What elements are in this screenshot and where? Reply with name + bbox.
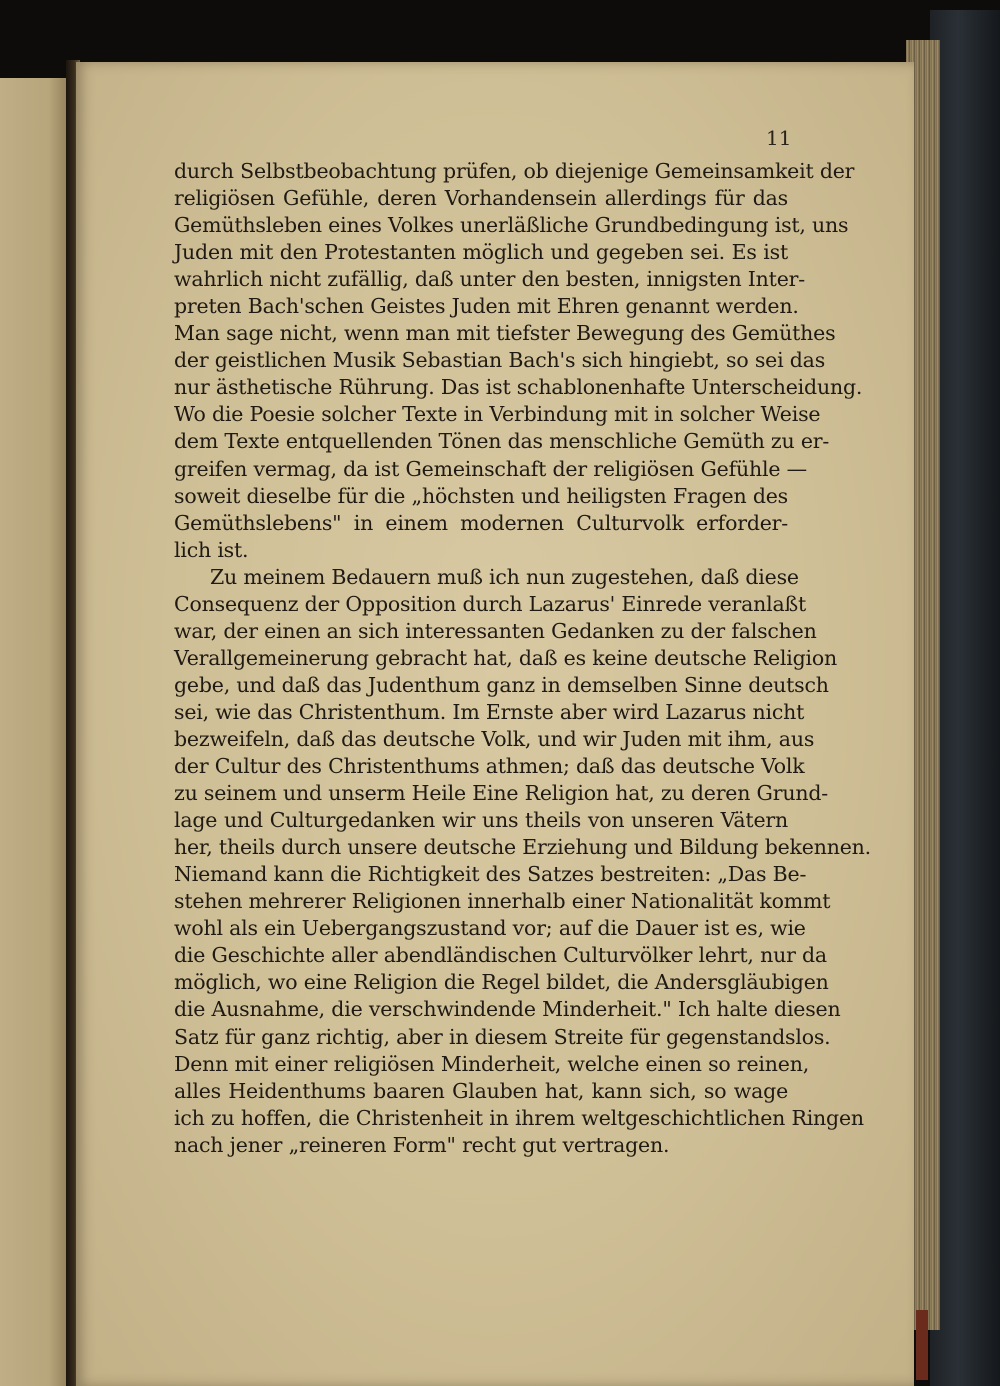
text-line: der Cultur des Christenthums athmen; daß das deutsche Volk <box>174 754 805 779</box>
text-line: Man sage nicht, wenn man mit tiefster Bewegung des Gemüthes <box>174 321 836 346</box>
text-line: alles Heidenthums baaren Glauben hat, kann sich, so wage <box>174 1078 788 1103</box>
text-line: nur ästhetische Rührung. Das ist schablonenhafte Unterscheidung. <box>174 375 863 400</box>
text-line: Niemand kann die Richtigkeit des Satzes bestreiten: „Das Be- <box>174 862 807 887</box>
text-line: lich ist. <box>174 537 249 562</box>
facing-page-edge <box>0 78 70 1386</box>
text-line: ich zu hoffen, die Christenheit in ihrem weltgeschichtlichen Ringen <box>174 1105 864 1130</box>
text-line: war, der einen an sich interessanten Gedanken zu der falschen <box>174 618 817 643</box>
text-line: Gemüthsleben eines Volkes unerläßliche Grundbedingung ist, uns <box>174 213 849 238</box>
text-line: durch Selbstbeobachtung prüfen, ob diejenige Gemeinsamkeit der <box>174 159 855 183</box>
text-line: wohl als ein Uebergangszustand vor; auf die Dauer ist es, wie <box>174 916 806 941</box>
text-line: soweit dieselbe für die „höchsten und heiligsten Fragen des <box>174 483 788 508</box>
text-line: zu seinem und unserm Heile Eine Religion hat, zu deren Grund- <box>174 781 828 806</box>
text-line: die Ausnahme, die verschwindende Minderheit." Ich halte diesen <box>174 997 841 1022</box>
text-line: Consequenz der Opposition durch Lazarus' Einrede veranlaßt <box>174 591 807 616</box>
text-line: der geistlichen Musik Sebastian Bach's sich hingiebt, so sei das <box>174 348 826 373</box>
text-line: Wo die Poesie solcher Texte in Verbindung mit in solcher Weise <box>174 402 821 427</box>
body-text <box>174 158 871 1159</box>
text-line: Juden mit den Protestanten möglich und gegeben sei. Es ist <box>174 240 788 265</box>
text-line: Verallgemeinerung gebracht hat, daß es keine deutsche Religion <box>174 645 838 670</box>
text-line: dem Texte entquellenden Tönen das menschliche Gemüth zu er- <box>174 429 830 454</box>
text-line: nach jener „reineren Form" recht gut vertragen. <box>174 1132 670 1157</box>
text-line: sei, wie das Christenthum. Im Ernste aber wird Lazarus nicht <box>174 699 805 724</box>
text-line: die Geschichte aller abendländischen Culturvölker lehrt, nur da <box>174 943 827 968</box>
page-number: 11 <box>766 126 792 150</box>
text-line: greifen vermag, da ist Gemeinschaft der religiösen Gefühle — <box>174 456 807 481</box>
text-line: bezweifeln, daß das deutsche Volk, und wir Juden mit ihm, aus <box>174 726 815 751</box>
text-line: Zu meinem Bedauern muß ich nun zugestehen, daß diese <box>210 564 799 589</box>
text-line: lage und Culturgedanken wir uns theils von unseren Vätern <box>174 808 788 833</box>
text-line: möglich, wo eine Religion die Regel bildet, die Andersgläubigen <box>174 970 829 995</box>
text-line: gebe, und daß das Judenthum ganz in demselben Sinne deutsch <box>174 672 829 697</box>
text-line: preten Bach'schen Geistes Juden mit Ehren genannt werden. <box>174 294 799 319</box>
book-cover-edge <box>930 10 1000 1386</box>
text-line: Gemüthslebens" in einem modernen Culturvolk erforder- <box>174 510 788 535</box>
text-line: Denn mit einer religiösen Minderheit, welche einen so reinen, <box>174 1051 810 1076</box>
text-line: Satz für ganz richtig, aber in diesem Streite für gegenstandslos. <box>174 1024 831 1049</box>
bookmark-ribbon <box>916 1310 928 1380</box>
text-line: stehen mehrerer Religionen innerhalb einer Nationalität kommt <box>174 889 831 914</box>
text-line: wahrlich nicht zufällig, daß unter den besten, innigsten Inter- <box>174 267 805 292</box>
text-line: her, theils durch unsere deutsche Erziehung und Bildung bekennen. <box>174 835 871 860</box>
text-line: religiösen Gefühle, deren Vorhandensein allerdings für das <box>174 186 788 211</box>
book-page <box>76 62 914 1386</box>
